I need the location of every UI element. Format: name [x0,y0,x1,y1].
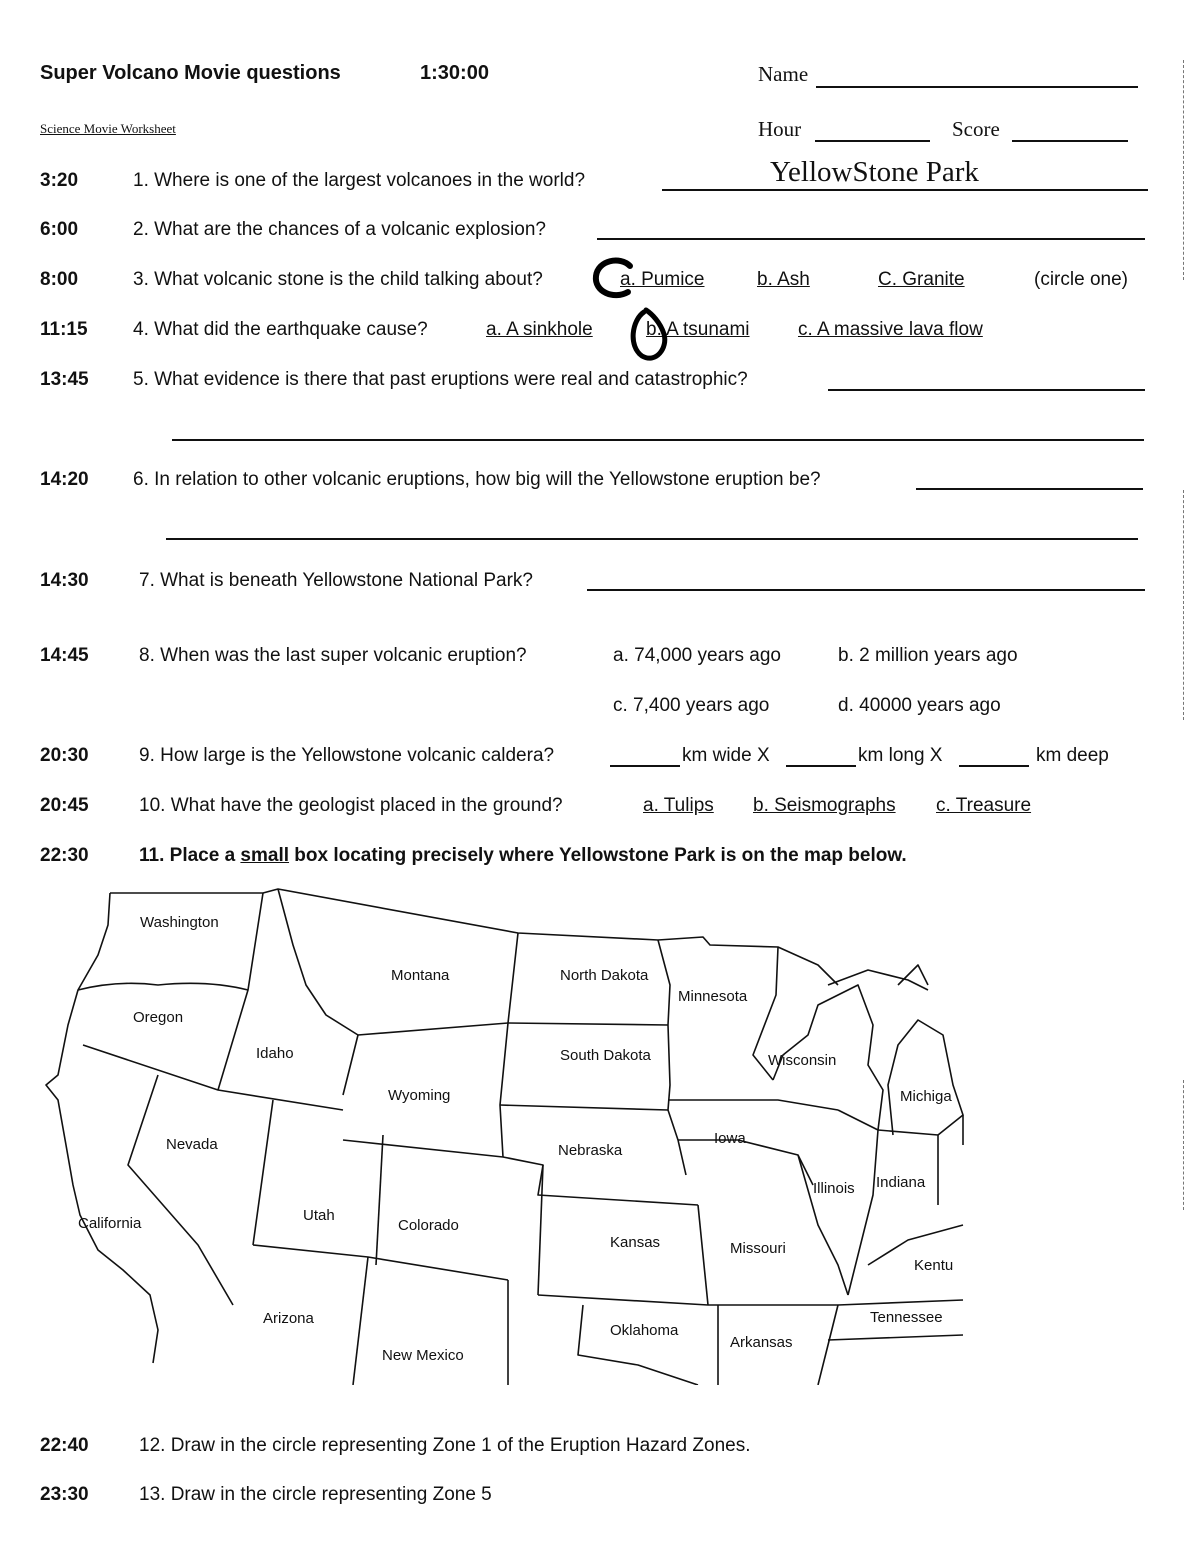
name-label: Name [758,62,809,86]
option-4b[interactable]: b. A tsunami [646,319,750,340]
state-label-nebraska: Nebraska [558,1142,623,1159]
scan-edge-mark [1183,490,1184,720]
timestamp: 11:15 [40,319,88,340]
state-label-wisconsin: Wisconsin [768,1052,837,1069]
score-label: Score [952,117,1000,141]
state-label-colorado: Colorado [398,1217,459,1234]
question-11 [139,845,907,867]
timestamp: 13:45 [40,369,89,390]
canada-border [110,889,838,985]
state-label-oklahoma: Oklahoma [610,1322,679,1339]
state-label-washington: Washington [140,914,219,931]
state-label-illinois: Illinois [813,1180,855,1197]
movie-runtime: 1:30:00 [420,62,489,84]
state-label-wyoming: Wyoming [388,1087,451,1104]
answer-line-5[interactable] [828,389,1145,391]
handwritten-circle-mark-3 [590,256,640,302]
unit-km-deep: km deep [1036,745,1109,766]
state-label-north-dakota: North Dakota [560,967,649,984]
score-field[interactable] [1012,140,1128,142]
question-12: 12. Draw in the circle representing Zone 1 of the Eruption Hazard Zones. [139,1435,751,1456]
question-6: 6. In relation to other volcanic eruptions, how big will the Yellowstone eruption be? [133,469,821,490]
west-coast-outline [46,893,158,1363]
hour-label: Hour [758,117,802,141]
worksheet-subtitle: Science Movie Worksheet [40,121,176,136]
question-3: 3. What volcanic stone is the child talking about? [133,269,543,290]
timestamp: 3:20 [40,170,79,191]
answer-line-6[interactable] [916,488,1143,490]
question-2: 2. What are the chances of a volcanic explosion? [133,219,546,240]
answer-line-1[interactable] [662,189,1148,191]
timestamp: 20:45 [40,795,89,816]
state-label-montana: Montana [391,967,450,984]
caldera-length-field[interactable] [786,765,856,767]
option-8d[interactable]: d. 40000 years ago [838,695,1001,716]
option-10b[interactable]: b. Seismographs [753,795,896,816]
option-8a[interactable]: a. 74,000 years ago [613,645,781,666]
question-5: 5. What evidence is there that past eruptions were real and catastrophic? [133,369,748,390]
hour-field[interactable] [815,140,930,142]
state-label-oregon: Oregon [133,1009,184,1026]
question-4: 4. What did the earthquake cause? [133,319,428,340]
timestamp: 22:30 [40,845,89,866]
circle-one-note: (circle one) [1034,269,1128,290]
unit-km-long: km long X [858,745,943,766]
handwritten-circle-mark-4 [624,306,674,366]
timestamp: 23:30 [40,1484,89,1505]
question-1: 1. Where is one of the largest volcanoes in the world? [133,170,586,191]
scan-edge-mark [1183,1080,1184,1210]
timestamp: 8:00 [40,269,79,290]
answer-line-7[interactable] [587,589,1145,591]
unit-km-wide: km wide X [682,745,770,766]
question-13: 13. Draw in the circle representing Zone 5 [139,1484,492,1505]
handwritten-answer-1: YellowStone Park [770,156,979,188]
state-label-idaho: Idaho [256,1045,294,1062]
question-9: 9. How large is the Yellowstone volcanic caldera? [139,745,555,766]
state-label-utah: Utah [303,1207,335,1224]
option-3a[interactable]: a. Pumice [620,269,705,290]
question-8: 8. When was the last super volcanic eruption? [139,645,527,666]
worksheet-title: Super Volcano Movie questions [40,62,341,84]
option-4a[interactable]: a. A sinkhole [486,319,593,340]
answer-line-5b[interactable] [172,439,1144,441]
answer-line-6b[interactable] [166,538,1138,540]
caldera-depth-field[interactable] [959,765,1029,767]
q11-part-1: 11. Place a [139,845,241,866]
state-label-kansas: Kansas [610,1234,661,1251]
option-8c[interactable]: c. 7,400 years ago [613,695,770,716]
scan-edge-mark [1183,60,1184,280]
state-label-minnesota: Minnesota [678,988,748,1005]
answer-line-2[interactable] [597,238,1145,240]
q11-part-2: box locating precisely where Yellowstone Park is on the map below. [289,845,907,866]
state-label-kentucky: Kentu [914,1257,954,1274]
state-label-missouri: Missouri [730,1240,786,1257]
state-label-south-dakota: South Dakota [560,1047,651,1064]
timestamp: 14:45 [40,645,89,666]
question-10: 10. What have the geologist placed in the ground? [139,795,563,816]
option-3b[interactable]: b. Ash [757,269,810,290]
timestamp: 20:30 [40,745,89,766]
question-7: 7. What is beneath Yellowstone National Park? [139,570,533,591]
state-label-michigan: Michiga [900,1088,952,1105]
timestamp: 14:20 [40,469,89,490]
option-10c[interactable]: c. Treasure [936,795,1032,816]
state-label-indiana: Indiana [876,1174,926,1191]
timestamp: 6:00 [40,219,79,240]
option-10a[interactable]: a. Tulips [643,795,714,816]
state-label-arkansas: Arkansas [730,1334,793,1351]
name-field[interactable] [816,86,1138,88]
state-label-tennessee: Tennessee [870,1309,943,1326]
state-label-arizona: Arizona [263,1310,314,1327]
caldera-width-field[interactable] [610,765,680,767]
q11-emphasis: small [240,845,290,866]
option-8b[interactable]: b. 2 million years ago [838,645,1018,666]
state-label-nevada: Nevada [166,1136,218,1153]
option-3c[interactable]: C. Granite [878,269,965,290]
us-map[interactable] [38,885,968,1385]
timestamp: 22:40 [40,1435,89,1456]
timestamp: 14:30 [40,570,89,591]
state-label-california: California [78,1215,142,1232]
option-4c[interactable]: c. A massive lava flow [798,319,983,340]
state-label-iowa: Iowa [714,1130,746,1147]
state-label-new-mexico: New Mexico [382,1347,464,1364]
